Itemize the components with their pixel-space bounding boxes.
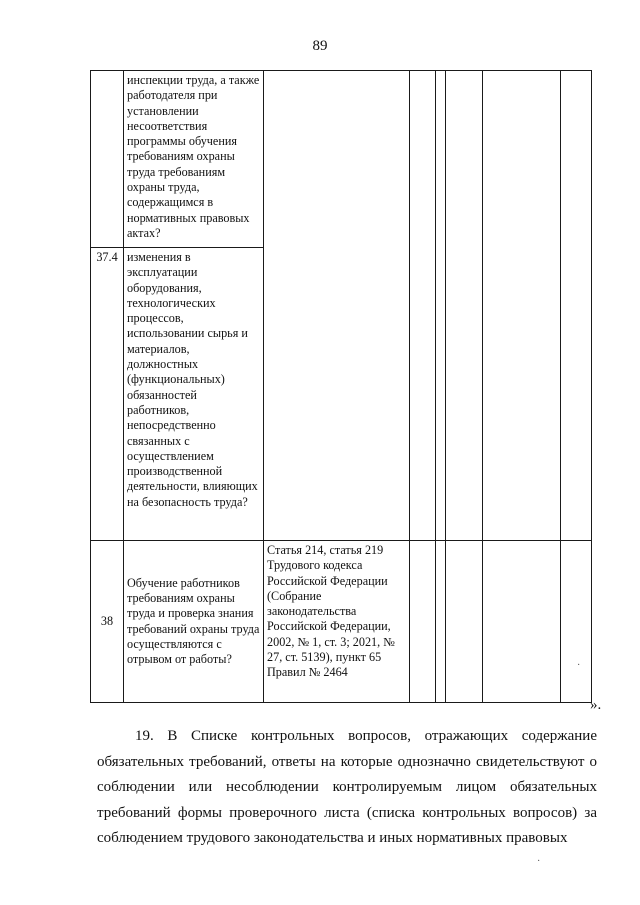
row-number: [91, 71, 124, 248]
reference-cell: Статья 214, статья 219 Трудового кодекса Российской Федерации (Собрание законодательства Российской Федерации, 2002, № 1, ст. 3; 2021, № 27, ст. 5139), пункт 65 Правил № 2464: [264, 541, 410, 703]
answer-cell-na: [446, 71, 483, 541]
answer-cell-yes: [410, 71, 436, 541]
answer-cell-comment: [483, 71, 561, 541]
table-row: [91, 541, 592, 703]
answer-cell-no: [436, 541, 446, 703]
checklist-table: [90, 70, 592, 703]
question-cell: Обучение работников требованиям охраны труда и проверка знания требований охраны труда осуществляются с отрывом от работы?: [124, 541, 264, 703]
answer-cell-no: [436, 71, 446, 541]
table-row: [91, 71, 592, 248]
answer-cell-na: [446, 541, 483, 703]
answer-cell-yes: [410, 541, 436, 703]
answer-cell-comment: [483, 541, 561, 703]
question-cell: изменения в эксплуатации оборудования, технологических процессов, использовании сырья и материалов, должностных (функциональных) обязанностей работников, непосредственно связанных с осуществлением производственной деятельности, влияющих на безопасность труда?: [124, 248, 264, 541]
question-cell: инспекции труда, а также работодателя при установлении несоответствия программы обучения требованиям охраны труда требованиям охраны труда, содержащимся в нормативных правовых актах?: [124, 71, 264, 248]
page-number: 89: [312, 38, 328, 54]
reference-cell: [264, 71, 410, 541]
scan-speck: ·: [577, 660, 581, 671]
row-number: 37.4: [91, 248, 124, 541]
paragraph-text: 19. В Списке контрольных вопросов, отражающих содержание обязательных требований, ответы на которые однозначно свидетельствуют о соблюдении или несоблюдении контролируемым лицом обязательных требований формы проверочного листа (списка контрольных вопросов) за соблюдением трудового законодательства и иных нормативных правовых: [97, 728, 597, 847]
answer-cell-extra: [561, 71, 592, 541]
body-paragraph: [97, 724, 597, 852]
answer-cell-extra: [561, 541, 592, 703]
closing-quote: ».: [590, 697, 602, 713]
row-number: 38: [91, 541, 124, 703]
scan-speck: ·: [537, 856, 541, 867]
